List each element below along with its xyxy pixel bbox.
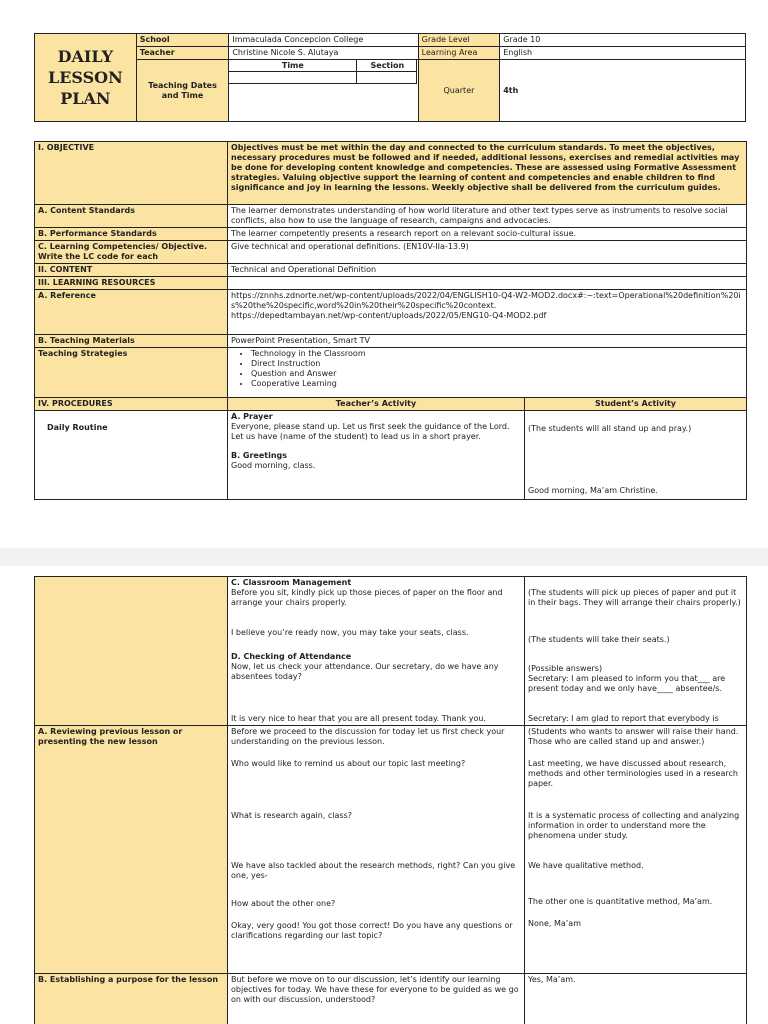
procedures-label: IV. PROCEDURES: [35, 398, 228, 411]
teacher-value: Christine Nicole S. Alutaya: [229, 47, 418, 60]
present-text: It is very nice to hear that you are all present today. Thank you.: [231, 714, 487, 723]
strategy-item: • Cooperative Learning: [251, 379, 743, 389]
lesson-table: [34, 141, 747, 500]
review-s5: The other one is quantitative method, Ma’am.: [528, 897, 713, 906]
strategies-list: [228, 348, 747, 398]
school-label: School: [136, 34, 229, 47]
page-2: [0, 566, 768, 1024]
purpose-label: B. Establishing a purpose for the lesson: [35, 974, 228, 1024]
prayer-text: Everyone, please stand up. Let us first seek the guidance of the Lord. Let us have (name of the student) to lead us in a short prayer.: [231, 422, 510, 441]
review-s3: It is a systematic process of collecting and analyzing information in order to understand more the phenomena under study.: [528, 811, 740, 840]
review-t5: How about the other one?: [231, 899, 336, 908]
review-t6: Okay, very good! You got those correct! Do you have any questions or clarifications regarding our last topic?: [231, 921, 513, 940]
greetings-heading: B. Greetings: [231, 451, 288, 460]
review-t4: We have also tackled about the research methods, right? Can you give one, yes-: [231, 861, 516, 880]
review-s1: (Students who wants to answer will raise their hand. Those who are called stand up and answer.): [528, 727, 739, 746]
review-teacher: [228, 726, 525, 974]
review-s2: Last meeting, we have discussed about research, methods and other terminologies used in a research paper.: [528, 759, 738, 788]
purpose-student: Yes, Ma’am.: [525, 974, 747, 1024]
quarter-label: Quarter: [418, 60, 500, 122]
review-label: A. Reviewing previous lesson or presenting the new lesson: [35, 726, 228, 974]
quarter-value: 4th: [500, 60, 746, 122]
dates-label: Teaching Dates and Time: [136, 60, 229, 122]
section-label: Section: [370, 61, 405, 70]
time-section-cell: [229, 60, 418, 122]
purpose-teacher: But before we move on to our discussion, let’s identify our learning objectives for today. We have these for everyone to be guided as we go on with our discussion, understood?: [228, 974, 525, 1024]
student-activity-header: Student’s Activity: [525, 398, 747, 411]
greetings-student: Good morning, Ma’am Christine.: [528, 486, 658, 495]
greetings-text: Good morning, class.: [231, 461, 316, 470]
daily-routine-teacher: [228, 411, 525, 500]
area-value: English: [500, 47, 746, 60]
daily-routine-label: Daily Routine: [35, 411, 228, 500]
daily-routine-student: [525, 411, 747, 500]
review-s4: We have qualitative method.: [528, 861, 644, 870]
cm-heading: C. Classroom Management: [231, 578, 352, 587]
reference-text: [228, 290, 747, 335]
content-standards-text: The learner demonstrates understanding of how world literature and other text types serve as instruments to resolve social conflicts, also how to use the language of research, campaigns and advocacies.: [228, 205, 747, 228]
competencies-text: Give technical and operational definitions. (EN10V-IIa-13.9): [228, 241, 747, 264]
cm-text: Before you sit, kindly pick up those pieces of paper on the floor and arrange your chairs properly.: [231, 588, 503, 607]
reference-link-2[interactable]: https://depedtambayan.net/wp-content/uploads/2022/05/ENG10-Q4-MOD2.pdf: [231, 311, 547, 320]
header-table: [34, 33, 746, 122]
cm-student: (The students will pick up pieces of paper and put it in their bags. They will arrange their chairs properly.): [528, 588, 741, 607]
att-text: Now, let us check your attendance. Our secretary, do we have any absentees today?: [231, 662, 499, 681]
materials-text: PowerPoint Presentation, Smart TV: [228, 335, 747, 348]
performance-standards-text: The learner competently presents a research report on a relevant socio-cultural issue.: [228, 228, 747, 241]
procedures-table-continued: [34, 576, 747, 1024]
prayer-heading: A. Prayer: [231, 412, 273, 421]
management-teacher: [228, 577, 525, 726]
teacher-label: Teacher: [136, 47, 229, 60]
objective-text: Objectives must be met within the day and connected to the curriculum standards. To meet the objectives, necessary procedures must be followed and if needed, additional lessons, exercises and remedial activities may be done for developing content knowledge and competencies. These are assessed using Formative Assessment strategies. Valuing objective support the learning of content and competencies and enable children to find significance and joy in learning the lessons. Weekly objective shall be delivered from the curriculum guides.: [228, 142, 747, 205]
att-student-1: (Possible answers): [528, 664, 603, 673]
att-heading: D. Checking of Attendance: [231, 652, 352, 661]
present-student: Secretary: I am glad to report that everybody is: [528, 714, 719, 723]
materials-label: B. Teaching Materials: [35, 335, 228, 348]
review-t3: What is research again, class?: [231, 811, 353, 820]
review-student: [525, 726, 747, 974]
reference-label: A. Reference: [35, 290, 228, 335]
competencies-label: C. Learning Competencies/ Objective. Write the LC code for each: [35, 241, 228, 264]
time-label: Time: [281, 61, 304, 70]
performance-standards-label: B. Performance Standards: [35, 228, 228, 241]
strategy-item: • Direct Instruction: [251, 359, 743, 369]
review-t2: Who would like to remind us about our topic last meeting?: [231, 759, 466, 768]
content-label: II. CONTENT: [35, 264, 228, 277]
ready-text: I believe you’re ready now, you may take your seats, class.: [231, 628, 469, 637]
school-value: Immaculada Concepcion College: [229, 34, 418, 47]
area-label: Learning Area: [418, 47, 500, 60]
dlp-title: DAILY LESSON PLAN: [35, 34, 137, 122]
grade-label: Grade Level: [418, 34, 500, 47]
learning-resources-label: III. LEARNING RESOURCES: [35, 277, 228, 290]
management-student: [525, 577, 747, 726]
objective-label: I. OBJECTIVE: [35, 142, 228, 205]
review-s6: None, Ma’am: [528, 919, 581, 928]
content-standards-label: A. Content Standards: [35, 205, 228, 228]
strategy-item: • Technology in the Classroom: [251, 349, 743, 359]
strategies-label: Teaching Strategies: [35, 348, 228, 398]
strategy-item: • Question and Answer: [251, 369, 743, 379]
att-student-2: Secretary: I am pleased to inform you that___ are present today and we only have____ absentee/s.: [528, 674, 726, 693]
reference-link-1[interactable]: https://znnhs.zdnorte.net/wp-content/uploads/2022/04/ENGLISH10-Q4-W2-MOD2.docx#:~:text=Operational%20definition%20is%20the%20specific,word%20in%20their%20specific%20context.: [231, 291, 741, 310]
review-t1: Before we proceed to the discussion for today let us first check your understanding on the previous lesson.: [231, 727, 505, 746]
content-text: Technical and Operational Definition: [228, 264, 747, 277]
prayer-student: (The students will all stand up and pray.): [528, 424, 692, 433]
ready-student: (The students will take their seats.): [528, 635, 670, 644]
grade-value: Grade 10: [500, 34, 746, 47]
teacher-activity-header: Teacher’s Activity: [228, 398, 525, 411]
